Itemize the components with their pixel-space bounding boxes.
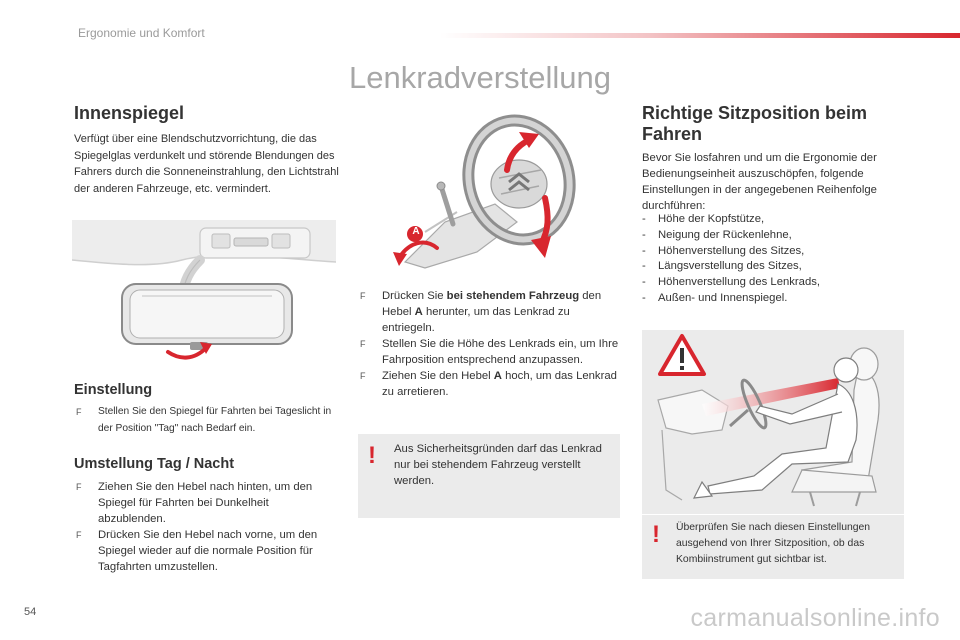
safety-note-box (358, 434, 620, 518)
exclamation-icon: ! (652, 521, 660, 548)
bullet-marker: F (76, 482, 82, 492)
list-item: F Drücken Sie den Hebel nach vorne, um den Spiegel wieder auf die normale Position für Tagfahrten umzustellen. (76, 529, 318, 573)
list-item: F Ziehen Sie den Hebel nach hinten, um den Spiegel für Fahrten bei Dunkelheit abzublenden. (76, 481, 313, 525)
sitzposition-intro: Bevor Sie losfahren und um die Ergonomie der Bedienungseinheit auszuschöpfen, folgende Einstellungen in der angegebenen Reihenfolge durchführen: (642, 152, 877, 212)
driver-seating-illustration (642, 330, 904, 514)
list-item: - Höhenverstellung des Sitzes, (642, 244, 912, 260)
list-item: F Drücken Sie bei stehendem Fahrzeug den Hebel A herunter, um das Lenkrad zu entriegeln. (360, 290, 602, 334)
sitzposition-heading: Richtige Sitzposition beim Fahren (642, 103, 868, 144)
innenspiegel-text: Verfügt über eine Blendschutzvorrichtung, die das Spiegelglas verdunkelt und störende Blendungen des Fahrers durch die Sonneneinstrahlung, den Lichtstrahl der anderen Fahrzeuge, etc. vermindert. (74, 133, 339, 195)
chapter-header: Ergonomie und Komfort (78, 26, 205, 40)
list-item: - Neigung der Rückenlehne, (642, 228, 912, 244)
umstellung-heading: Umstellung Tag / Nacht (74, 456, 235, 472)
list-item: - Höhe der Kopfstütze, (642, 212, 912, 228)
bullet-marker: F (76, 407, 82, 417)
list-item: - Höhenverstellung des Lenkrads, (642, 275, 912, 291)
instrument-note-text: Überprüfen Sie nach diesen Einstellungen ausgehend von Ihrer Sitzposition, ob das Kombiinstrument gut sichtbar ist. (676, 522, 871, 565)
einstellung-heading: Einstellung (74, 382, 153, 398)
steering-instructions-list (358, 288, 620, 400)
bullet-marker: F (76, 530, 82, 540)
einstellung-list (74, 404, 344, 437)
instrument-note-box (642, 515, 904, 579)
safety-note-text: Aus Sicherheitsgründen darf das Lenkrad nur bei stehendem Fahrzeug verstellt werden. (394, 443, 602, 487)
watermark: carmanualsonline.info (690, 604, 940, 632)
page-title: Lenkradverstellung (349, 60, 611, 95)
umstellung-list (74, 479, 324, 575)
bullet-marker: F (360, 339, 366, 349)
list-item: - Längsverstellung des Sitzes, (642, 259, 912, 275)
bullet-marker: F (360, 291, 366, 301)
list-item: F Stellen Sie den Spiegel für Fahrten bei Tageslicht in der Position "Tag" nach Bedarf ein. (76, 406, 332, 434)
adjustment-order-list (642, 212, 912, 307)
header-accent-line (440, 33, 960, 38)
bullet-marker: F (360, 371, 366, 381)
rear-view-mirror-illustration (72, 220, 336, 370)
innenspiegel-heading: Innenspiegel (74, 103, 185, 123)
lever-a-label: A (412, 226, 420, 237)
list-item: - Außen- und Innenspiegel. (642, 291, 912, 307)
page-number: 54 (24, 606, 37, 618)
list-item: F Ziehen Sie den Hebel A hoch, um das Lenkrad zu arretieren. (360, 370, 617, 398)
steering-wheel-illustration (385, 112, 585, 272)
list-item: F Stellen Sie die Höhe des Lenkrads ein, um Ihre Fahrposition entsprechend anzupassen. (360, 338, 619, 366)
exclamation-icon: ! (368, 442, 376, 469)
